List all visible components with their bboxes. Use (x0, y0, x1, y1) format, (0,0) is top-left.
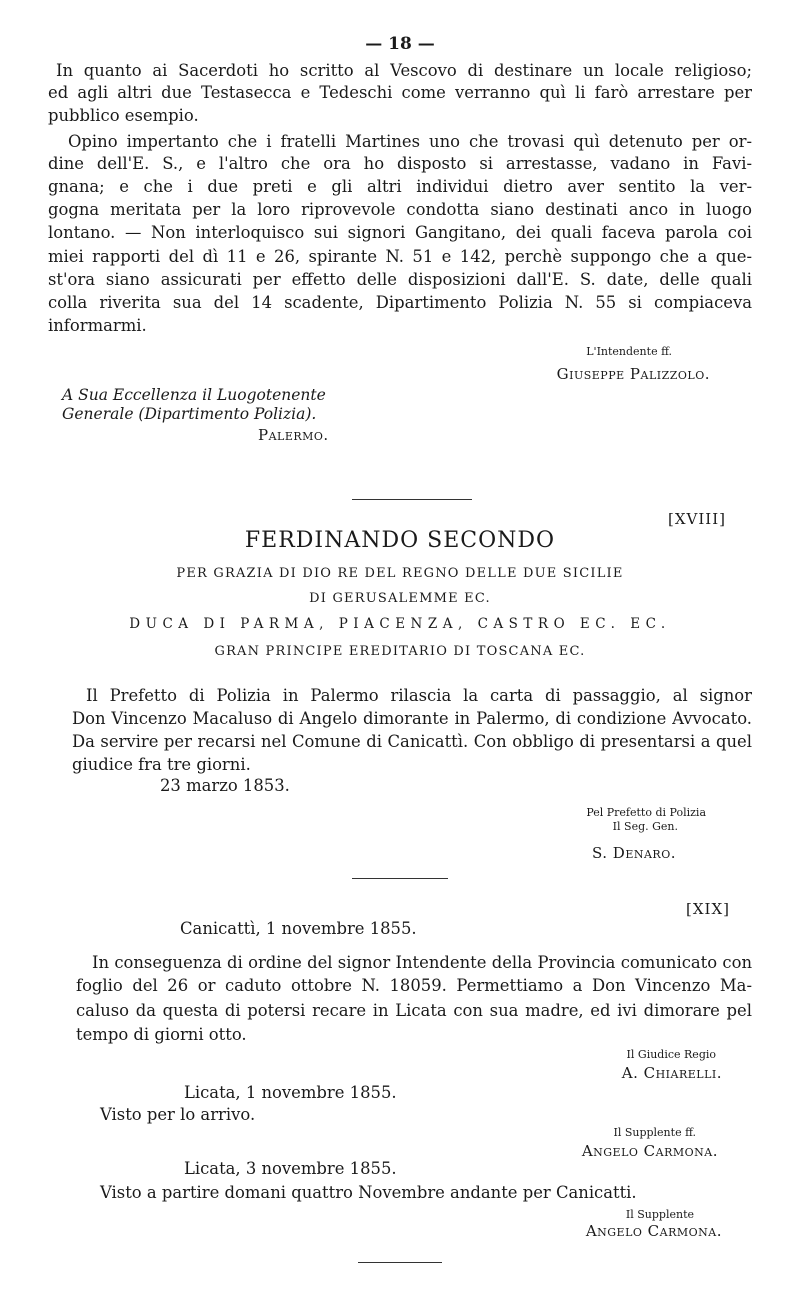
document-number: [XIX] (686, 900, 730, 918)
text-line: pubblico esempio. (48, 106, 199, 125)
text-line: informarmi. (48, 316, 147, 335)
text-line: gogna meritata per la loro riprovevole condotta siano destinati anco in luogo (48, 200, 752, 219)
place-date: Canicattì, 1 novembre 1855. (180, 919, 417, 938)
section-divider (352, 878, 448, 879)
text-line: colla riverita sua del 14 scadente, Dipartimento Polizia N. 55 si compiaceva (48, 293, 752, 312)
text-line: Opino impertanto che i fratelli Martines uno che trovasi quì detenuto per or- (68, 132, 752, 151)
endorsement-date: Licata, 1 novembre 1855. (184, 1083, 397, 1102)
document-date: 23 marzo 1853. (160, 776, 290, 795)
text-line: ed agli altri due Testasecca e Tedeschi come verranno quì li farò arrestare per (48, 83, 752, 102)
address-line: A Sua Eccellenza il Luogotenente (62, 386, 326, 404)
page-number: — 18 — (365, 34, 435, 54)
signature-title: Il Supplente (625, 1208, 694, 1221)
signature-title: Il Supplente ff. (613, 1126, 696, 1139)
text-line: giudice fra tre giorni. (72, 755, 251, 774)
text-line: miei rapporti del dì 11 e 26, spirante N. 51 e 142, perchè suppongo che a que- (48, 247, 752, 266)
address-city: Palermo. (258, 426, 329, 444)
heading-line: DI GERUSALEMME EC. (309, 591, 491, 606)
text-line: gnana; e che i due preti e gli altri individui dietro aver sentito la ver- (48, 177, 752, 196)
document-number: [XVIII] (668, 510, 726, 528)
document-title: FERDINANDO SECONDO (244, 528, 556, 553)
text-line: Don Vincenzo Macaluso di Angelo dimorante in Palermo, di condizione Avvocato. (72, 709, 752, 728)
signature-title: Il Giudice Regio (626, 1048, 716, 1061)
address-line: Generale (Dipartimento Polizia). (62, 405, 317, 423)
heading-line: PER GRAZIA DI DIO RE DEL REGNO DELLE DUE SICILIE (176, 566, 624, 581)
text-line: st'ora siano assicurati per effetto delle disposizioni dall'E. S. date, delle quali (48, 270, 752, 289)
signature-name: Giuseppe Palizzolo. (556, 365, 710, 383)
text-line: dine dell'E. S., e l'altro che ora ho disposto si arrestasse, vadano in Favi- (48, 154, 752, 173)
section-divider (358, 1262, 442, 1263)
heading-line: DUCA DI PARMA, PIACENZA, CASTRO EC. EC. (129, 616, 671, 632)
text-line: In conseguenza di ordine del signor Intendente della Provincia comunicato con (92, 953, 752, 972)
signature-name: A. Chiarelli. (621, 1064, 722, 1082)
text-line: tempo di giorni otto. (76, 1025, 247, 1044)
signature-title: L'Intendente ff. (586, 345, 672, 358)
endorsement-text: Visto per lo arrivo. (100, 1105, 256, 1124)
text-line: lontano. — Non interloquisco sui signori Gangitano, dei quali faceva parola coi (48, 223, 752, 242)
signature-title: Il Seg. Gen. (612, 820, 678, 833)
endorsement-text: Visto a partire domani quattro Novembre andante per Canicatti. (100, 1183, 637, 1202)
signature-name: Angelo Carmona. (581, 1142, 718, 1160)
text-line: Da servire per recarsi nel Comune di Canicattì. Con obbligo di presentarsi a quel (72, 732, 752, 751)
section-divider (352, 499, 472, 500)
text-line: foglio del 26 or caduto ottobre N. 18059. Permettiamo a Don Vincenzo Ma- (76, 976, 752, 995)
text-line: In quanto ai Sacerdoti ho scritto al Vescovo di destinare un locale religioso; (56, 61, 752, 80)
signature-title: Pel Prefetto di Polizia (586, 806, 706, 819)
text-line: Il Prefetto di Polizia in Palermo rilascia la carta di passaggio, al signor (86, 686, 752, 705)
signature-name: S. Denaro. (592, 844, 676, 862)
heading-line: GRAN PRINCIPE EREDITARIO DI TOSCANA EC. (214, 644, 586, 659)
endorsement-date: Licata, 3 novembre 1855. (184, 1159, 397, 1178)
text-line: caluso da questa di potersi recare in Licata con sua madre, ed ivi dimorare pel (76, 1001, 752, 1020)
signature-name: Angelo Carmona. (585, 1222, 722, 1240)
